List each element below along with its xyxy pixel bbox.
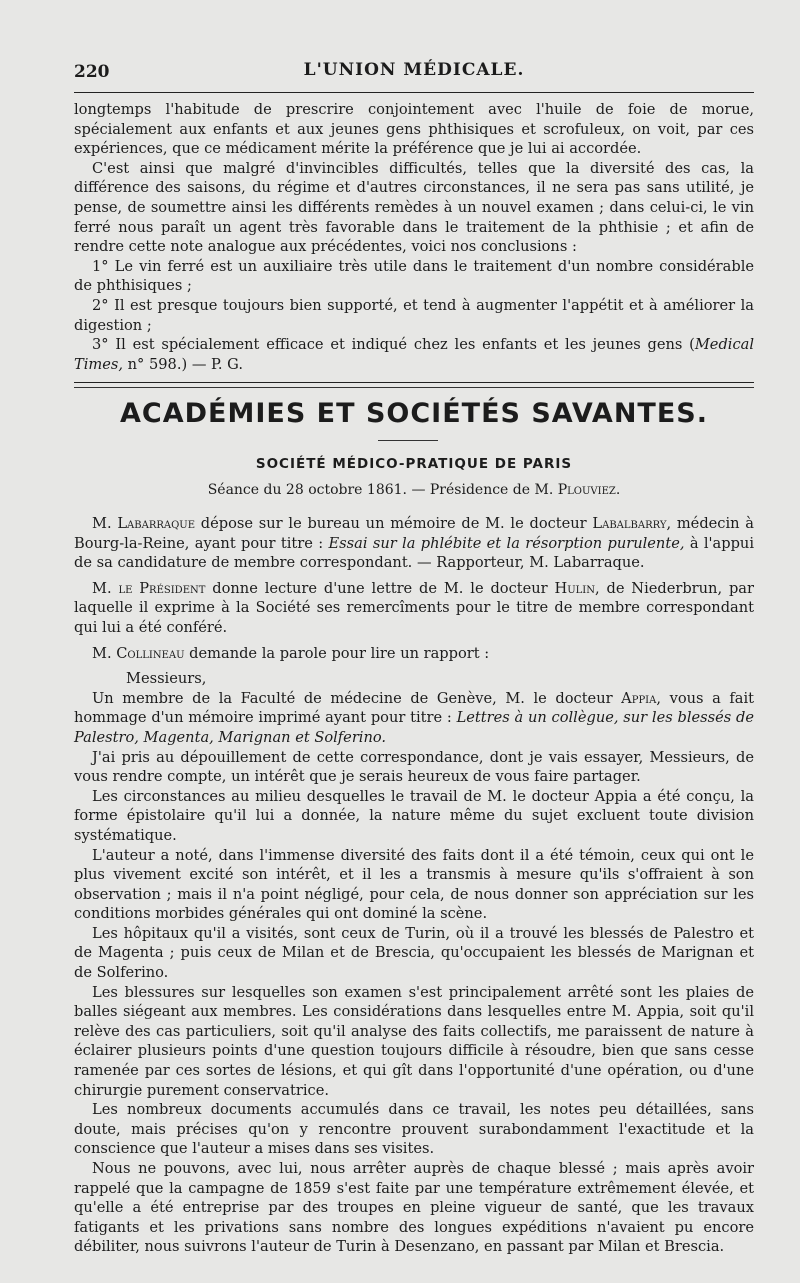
paragraph: 1° Le vin ferré est un auxiliaire très utile dans le traitement d'un nombre considérable de phthisiques ; — [74, 257, 754, 295]
paragraph: longtemps l'habitude de prescrire conjointement avec l'huile de foie de morue, spécialement aux enfants et aux jeunes gens phthisiques et scrofuleux, on voit, par ces expériences, que ce médicament mérite la préférence que je lui ai accordée. — [74, 101, 754, 158]
text-run: M. — [92, 579, 119, 597]
president-name: Plouviez. — [557, 482, 621, 498]
paragraph — [74, 514, 754, 573]
work-title: Lettres à un collègue, sur les blessés de Palestro, Magenta, Marignan et Solferino. — [74, 709, 754, 746]
person-name: Labalbarry, — [592, 515, 672, 532]
paragraph — [74, 689, 754, 748]
paragraph — [74, 579, 754, 638]
text-run: n° 598.) — P. G. — [123, 355, 243, 373]
person-name: Hulin, — [554, 579, 600, 597]
text-run: médecin à Bourg-la-Reine, ayant pour titre : — [74, 515, 754, 552]
paragraph: Les hôpitaux qu'il a visités, sont ceux de Turin, où il a trouvé les blessés de Palestro et de Magenta ; puis ceux de Milan et de Brescia, qu'occupaient les blessés de Marignan et de Solferino. — [74, 924, 754, 982]
text-run: à l'appui de sa candidature de membre correspondant. — Rapporteur, M. Labarraque. — [74, 534, 754, 572]
work-title: Essai sur la phlébite et la résorption purulente, — [328, 534, 685, 552]
section-title: ACADÉMIES ET SOCIÉTÉS SAVANTES. — [120, 398, 708, 429]
section-rule-top — [74, 382, 754, 383]
paragraph: Les nombreux documents accumulés dans ce travail, les notes peu détaillées, sans doute, mais précises qu'on y rencontre prouvent surabondamment l'exactitude et la conscience que l'auteur a mises dans ses visites. — [74, 1101, 754, 1158]
paragraph: C'est ainsi que malgré d'invincibles difficultés, telles que la diversité des cas, la différence des saisons, du régime et d'autres circonstances, il ne sera pas sans utilité, je pense, de soumettre ainsi les différents remèdes à un nouvel examen ; dans celui-ci, le vin ferré nous paraît un agent très favorable dans le traitement de la phthisie ; et afin de rendre cette note analogue aux précédentes, voici nos conclusions : — [74, 159, 754, 256]
title-divider — [378, 440, 438, 441]
minutes — [74, 514, 754, 1257]
text-run: de Niederbrun, par laquelle il exprime à la Société ses remercîments pour le titre de membre correspondant qui lui a été conféré. — [74, 579, 754, 636]
salutation: Messieurs, — [126, 670, 207, 688]
paragraph: 2° Il est presque toujours bien supporté, et tend à augmenter l'appétit et à améliorer la digestion ; — [74, 296, 754, 334]
top-article — [74, 100, 754, 374]
text-run: Séance du 28 octobre 1861. — Présidence de M. — [207, 482, 558, 498]
header-rule — [74, 92, 754, 93]
text-run: Un membre de la Faculté de médecine de Genève, M. le docteur — [92, 689, 622, 707]
session-line — [74, 482, 754, 498]
paragraph: Les blessures sur lesquelles son examen s'est principalement arrêté sont les plaies de balles siégeant aux membres. Les considérations dans lesquelles entre M. Appia, soit qu'il relève des cas particuliers, soit qu'il analyse des faits collectifs, me paraissent de nature à éclairer plusieurs points d'une question toujours difficile à résoudre, bien que sans cesse ramenée par ces sortes de lésions, et qui gît dans l'opportunité d'une opération, ou d'une chirurgie purement conservatrice. — [74, 983, 754, 1099]
person-name: Collineau — [116, 644, 185, 662]
page-number: 220 — [74, 62, 110, 82]
text-run: vous a fait hommage d'un mémoire imprimé ayant pour titre : — [74, 689, 755, 727]
person-name: le Président — [118, 579, 206, 597]
text-run: dépose sur le bureau un mémoire de M. le docteur — [195, 515, 593, 532]
paragraph: Les circonstances au milieu desquelles le travail de M. le docteur Appia a été conçu, la forme épistolaire qu'il lui a donnée, la nature même du sujet excluent toute division systématique. — [74, 787, 754, 844]
running-title: L'UNION MÉDICALE. — [303, 60, 525, 80]
paragraph — [74, 644, 754, 664]
text-run: demande la parole pour lire un rapport : — [184, 644, 490, 662]
text-run: M. — [92, 515, 118, 532]
text-run: M. — [92, 644, 117, 662]
section-rule-bottom — [74, 387, 754, 388]
paragraph: L'auteur a noté, dans l'immense diversité des faits dont il a été témoin, ceux qui ont le plus vivement excité son intérêt, et il les a transmis à mesure qu'ils s'offraient à son observation ; mais il n'a point négligé, pour cela, de nous donner son appréciation sur les conditions morbides générales qui ont dominé la scène. — [74, 846, 754, 923]
paragraph: J'ai pris au dépouillement de cette correspondance, dont je vais essayer, Messieurs, de vous rendre compte, un intérêt que je serais heureux de vous faire partager. — [74, 748, 754, 786]
journal-title: Medical Times, — [74, 336, 754, 373]
text-run: 3° Il est spécialement efficace et indiqué chez les enfants et les jeunes gens ( — [92, 336, 695, 354]
person-name: Appia, — [621, 689, 661, 707]
paragraph: Nous ne pouvons, avec lui, nous arrêter auprès de chaque blessé ; mais après avoir rappelé que la campagne de 1859 s'est faite par une température extrêmement élevée, et qu'elle a été entreprise par des troupes en pleine vigueur de santé, que les travaux fatigants et les privations sans nombre des longues expéditions n'avaient pu encore débiliter, nous suivrons l'auteur de Turin à Desenzano, en passant par Milan et Brescia. — [74, 1160, 754, 1256]
person-name: Labarraque — [117, 515, 196, 532]
text-run: donne lecture d'une lettre de M. le docteur — [205, 579, 555, 597]
paragraph — [74, 335, 754, 374]
page-header — [74, 56, 754, 86]
society-title: SOCIÉTÉ MÉDICO-PRATIQUE DE PARIS — [255, 456, 573, 472]
